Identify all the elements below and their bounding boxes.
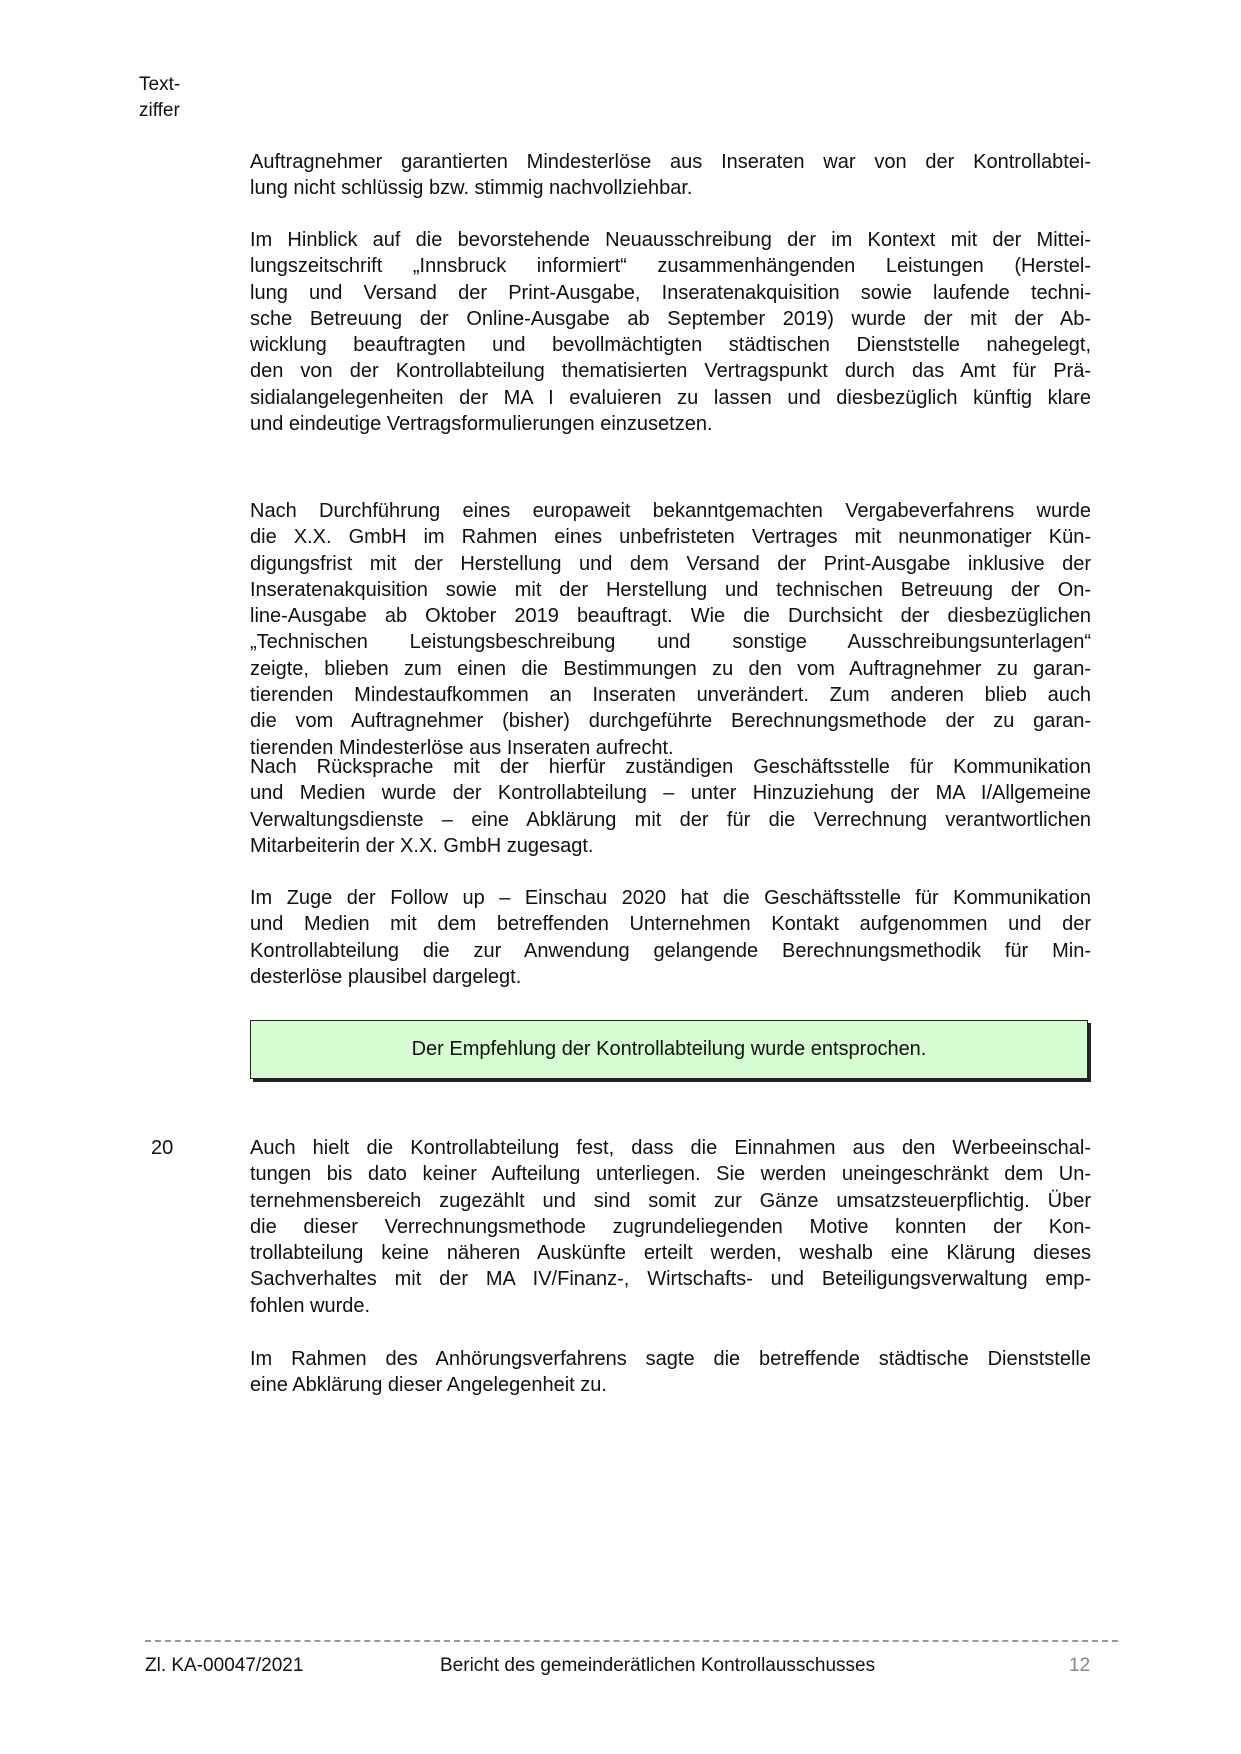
- margin-label-line2: ziffer: [139, 100, 180, 121]
- text-line: line-Ausgabe ab Oktober 2019 beauftragt. Wie die Durchsicht der diesbezüglichen: [250, 605, 1091, 628]
- text-line: tungen bis dato keiner Aufteilung unterliegen. Sie werden uneingeschränkt dem Un-: [250, 1163, 1091, 1186]
- text-line: und eindeutige Vertragsformulierungen einzusetzen.: [250, 413, 713, 436]
- page-number: 12: [1069, 1655, 1091, 1676]
- text-line: „Technischen Leistungsbeschreibung und sonstige Ausschreibungsunterlagen“: [250, 631, 1091, 654]
- text-line: die X.X. GmbH im Rahmen eines unbefristeten Vertrages mit neunmonatiger Kün-: [250, 526, 1091, 549]
- paragraph: [250, 1346, 1091, 1399]
- paragraph: [250, 754, 1091, 859]
- text-line: die dieser Verrechnungsmethode zugrundeliegenden Motive konnten der Kon-: [250, 1215, 1091, 1238]
- text-line: trollabteilung keine näheren Auskünfte erteilt werden, weshalb eine Klärung dieses: [250, 1242, 1091, 1265]
- text-line: Im Zuge der Follow up – Einschau 2020 hat die Geschäftsstelle für Kommunikation: [250, 887, 1091, 909]
- text-line: Nach Rücksprache mit der hierfür zuständigen Geschäftsstelle für Kommunikation: [250, 756, 1091, 778]
- section-number: 20: [151, 1137, 174, 1159]
- footer-divider: [145, 1640, 1118, 1642]
- paragraph: [250, 885, 1091, 990]
- text-line: lung nicht schlüssig bzw. stimmig nachvollziehbar.: [250, 177, 693, 200]
- text-line: eine Abklärung dieser Angelegenheit zu.: [250, 1374, 607, 1397]
- text-line: sidialangelegenheiten der MA I evaluieren zu lassen und diesbezüglich künftig klare: [250, 386, 1091, 409]
- text-line: und Medien wurde der Kontrollabteilung – unter Hinzuziehung der MA I/Allgemeine: [250, 782, 1091, 805]
- text-line: Sachverhaltes mit der MA IV/Finanz-, Wirtschafts- und Beteiligungsverwaltung emp-: [250, 1268, 1091, 1291]
- text-line: Nach Durchführung eines europaweit bekanntgemachten Vergabeverfahrens wurde: [250, 500, 1091, 522]
- text-line: Inseratenakquisition sowie mit der Herstellung und technischen Betreuung der On-: [250, 578, 1091, 601]
- text-line: und Medien mit dem betreffenden Unternehmen Kontakt aufgenommen und der: [250, 913, 1091, 936]
- text-line: Kontrollabteilung die zur Anwendung gelangende Berechnungsmethodik für Min-: [250, 939, 1091, 962]
- paragraph: [250, 498, 1091, 761]
- text-line: fohlen wurde.: [250, 1294, 371, 1317]
- text-line: digungsfrist mit der Herstellung und dem Versand der Print-Ausgabe inklusive der: [250, 552, 1091, 575]
- text-line: tierenden Mindesterlöse aus Inseraten aufrecht.: [250, 736, 674, 759]
- recommendation-box: [250, 1020, 1088, 1079]
- paragraph: [250, 227, 1091, 437]
- text-line: Im Rahmen des Anhörungsverfahrens sagte die betreffende städtische Dienststelle: [250, 1348, 1091, 1370]
- text-line: desterlöse plausibel dargelegt.: [250, 965, 522, 988]
- paragraph: [250, 1135, 1091, 1319]
- text-line: Auch hielt die Kontrollabteilung fest, dass die Einnahmen aus den Werbeeinschal-: [250, 1137, 1091, 1159]
- recommendation-text: Der Empfehlung der Kontrollabteilung wurde entsprochen.: [411, 1038, 927, 1060]
- text-line: Auftragnehmer garantierten Mindesterlöse aus Inseraten war von der Kontrollabtei-: [250, 151, 1091, 173]
- text-line: Verwaltungsdienste – eine Abklärung mit der für die Verrechnung verantwortlichen: [250, 808, 1091, 831]
- text-line: sche Betreuung der Online-Ausgabe ab September 2019) wurde der mit der Ab-: [250, 307, 1091, 330]
- footer-title: Bericht des gemeinderätlichen Kontrollausschusses: [440, 1655, 876, 1676]
- text-line: den von der Kontrollabteilung thematisierten Vertragspunkt durch das Amt für Prä-: [250, 360, 1091, 383]
- text-line: lung und Versand der Print-Ausgabe, Inseratenakquisition sowie laufende techni-: [250, 281, 1091, 304]
- text-line: Im Hinblick auf die bevorstehende Neuausschreibung der im Kontext mit der Mittei-: [250, 229, 1091, 251]
- margin-label-line1: Text-: [139, 74, 181, 95]
- text-line: wicklung beauftragten und bevollmächtigten städtischen Dienststelle nahegelegt,: [250, 334, 1091, 357]
- footer-reference: Zl. KA-00047/2021: [145, 1655, 304, 1676]
- text-line: die vom Auftragnehmer (bisher) durchgeführte Berechnungsmethode der zu garan-: [250, 710, 1091, 733]
- text-line: lungszeitschrift „Innsbruck informiert“ zusammenhängenden Leistungen (Herstel-: [250, 255, 1091, 278]
- text-line: zeigte, blieben zum einen die Bestimmungen zu den vom Auftragnehmer zu garan-: [250, 657, 1091, 680]
- text-line: ternehmensbereich zugezählt und sind somit zur Gänze umsatzsteuerpflichtig. Über: [250, 1189, 1091, 1212]
- margin-label-textziffer: [139, 72, 180, 124]
- text-line: Mitarbeiterin der X.X. GmbH zugesagt.: [250, 834, 594, 857]
- text-line: tierenden Mindestaufkommen an Inseraten unverändert. Zum anderen blieb auch: [250, 684, 1091, 707]
- paragraph: [250, 149, 1091, 202]
